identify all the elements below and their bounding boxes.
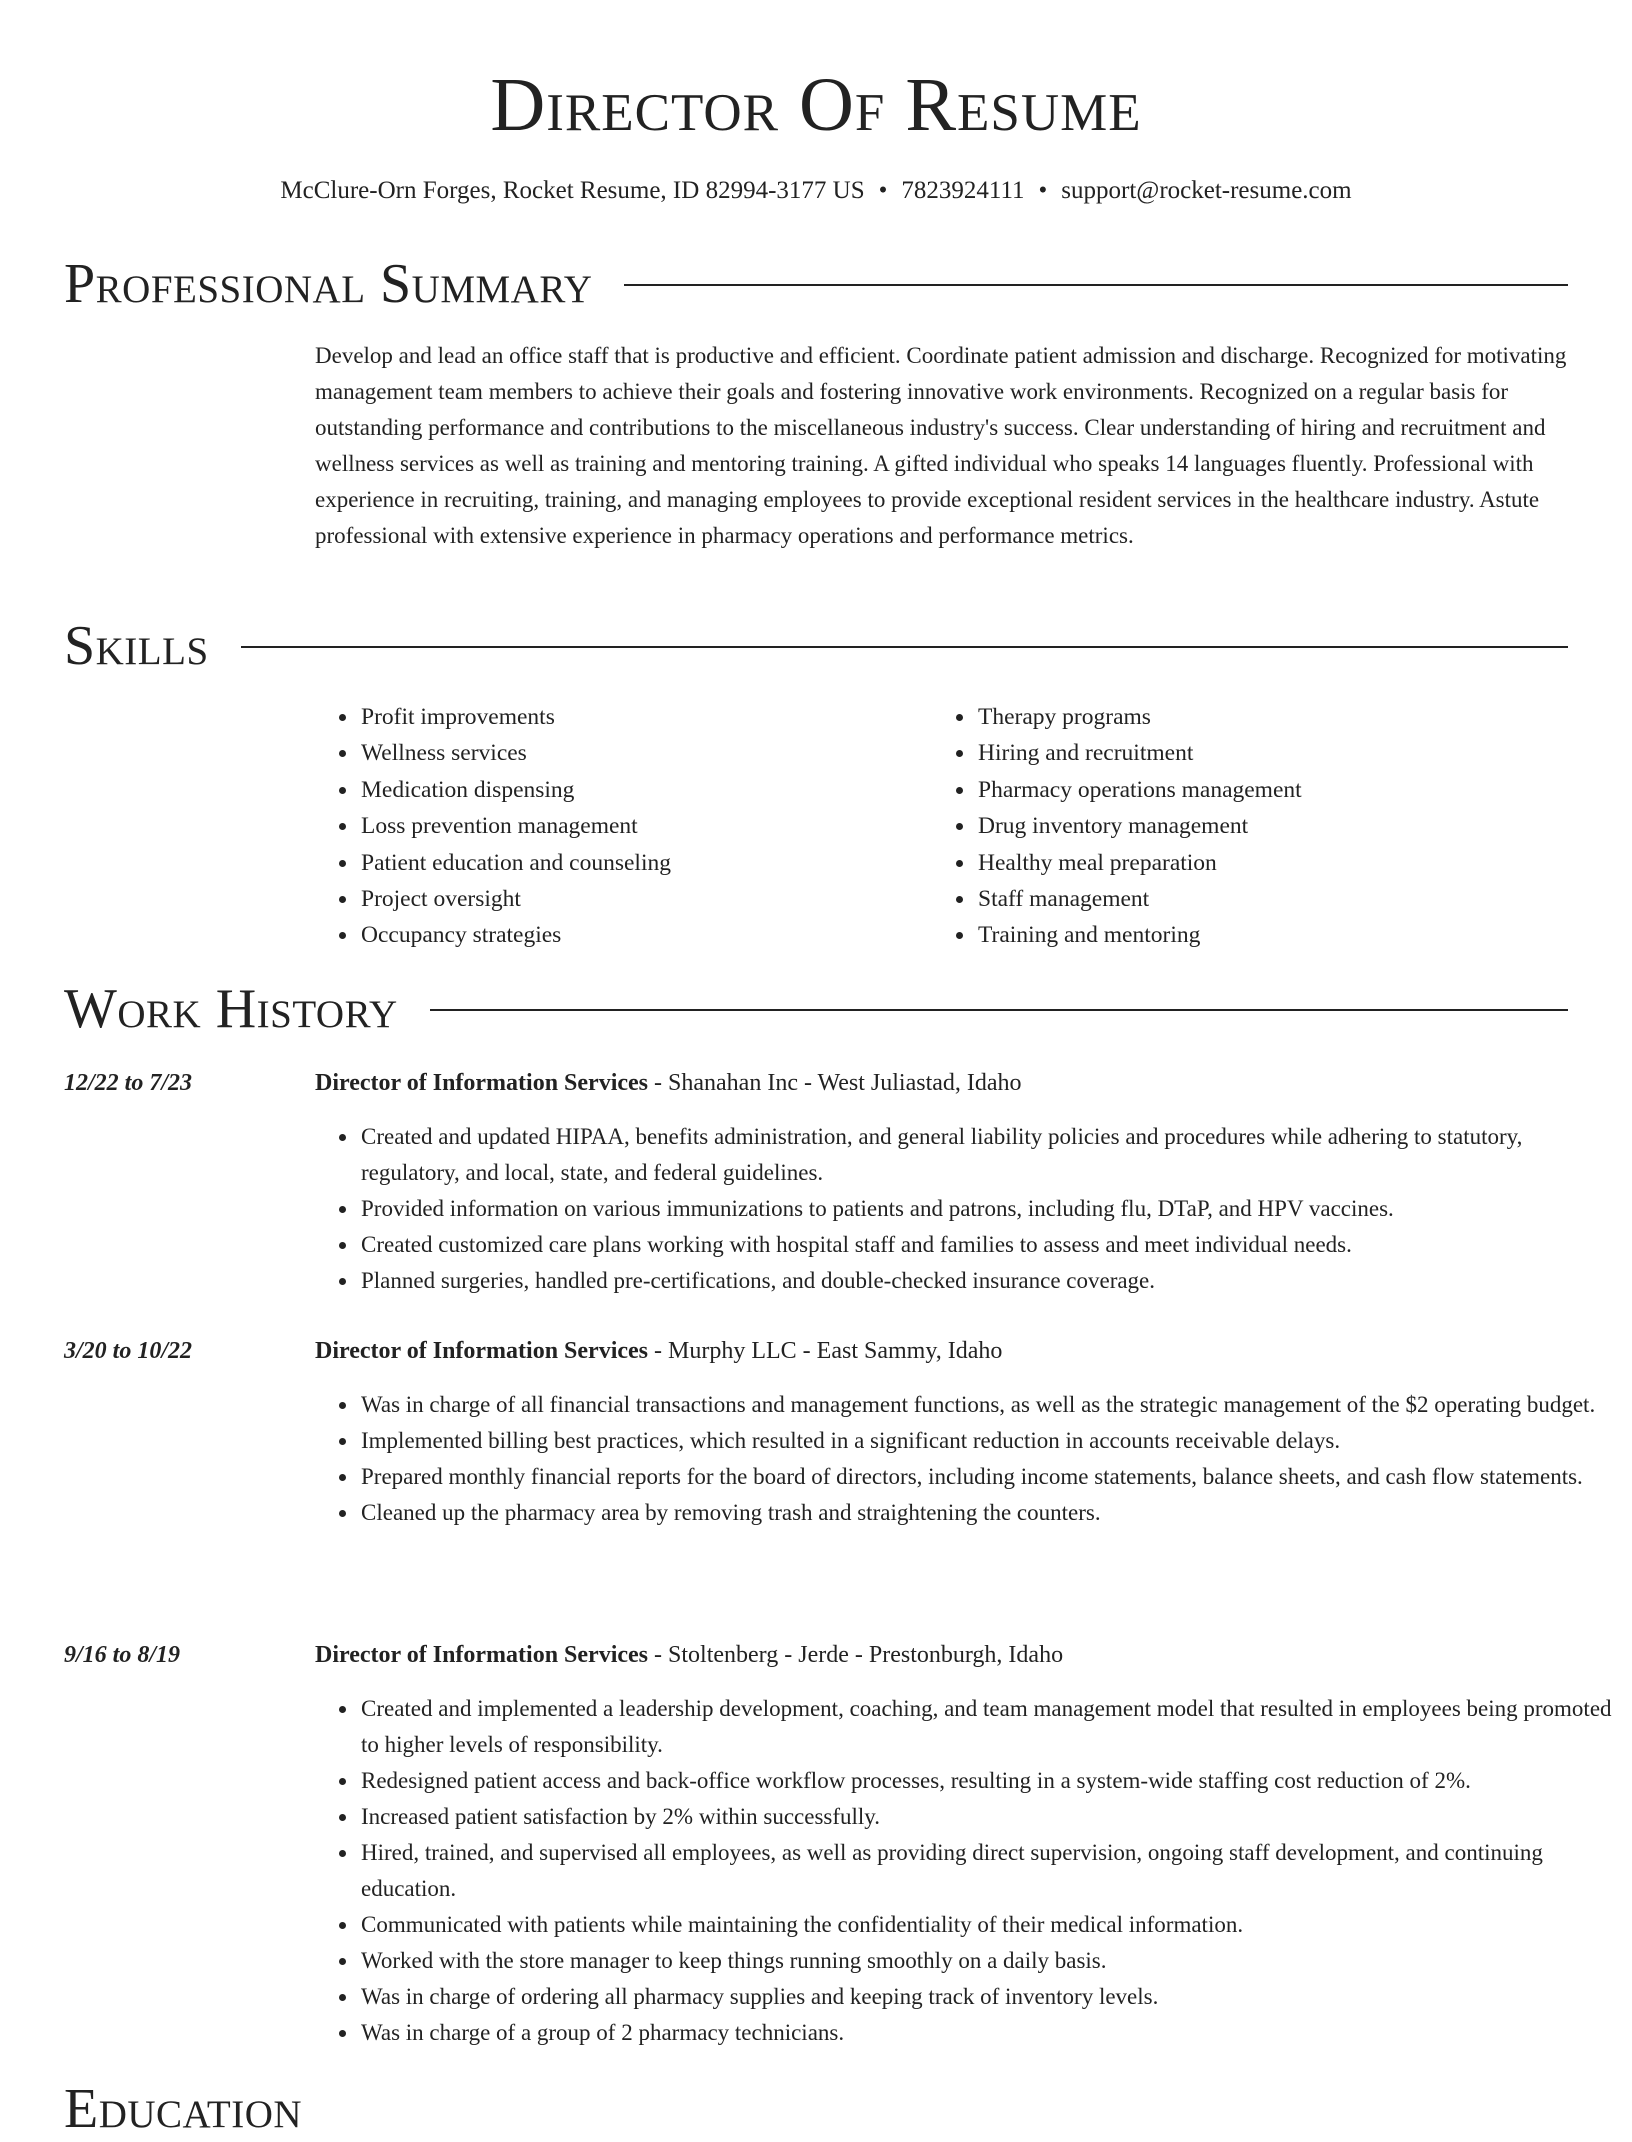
section-divider bbox=[430, 1009, 1568, 1011]
skill-item: • Healthy meal preparation bbox=[976, 845, 1606, 881]
skill-item: • Patient education and counseling bbox=[359, 845, 929, 881]
job-title: Director of Information Services bbox=[315, 1070, 649, 1096]
skill-item: • Training and mentoring bbox=[976, 917, 1606, 953]
job-dates: 12/22 to 7/23 bbox=[64, 1070, 193, 1096]
job-company: - Shanahan Inc - West Juliastad, Idaho bbox=[648, 1070, 1022, 1096]
job-heading bbox=[315, 1334, 1002, 1368]
section-divider bbox=[241, 646, 1568, 648]
skills-heading: Skills bbox=[64, 615, 209, 677]
work-heading: Work History bbox=[64, 978, 398, 1040]
job-heading bbox=[315, 1066, 1022, 1100]
contact-address: McClure-Orn Forges, Rocket Resume, ID 82994-3177 US bbox=[280, 177, 865, 204]
skill-item: • Pharmacy operations management bbox=[976, 772, 1606, 808]
contact-email: support@rocket-resume.com bbox=[1061, 177, 1352, 204]
job-bullet: • Created and implemented a leadership development, coaching, and team management model that resulted in employees being promoted to higher levels of responsibility. bbox=[359, 1691, 1614, 1763]
job-bullet: • Prepared monthly financial reports for the board of directors, including income statements, balance sheets, and cash flow statements. bbox=[359, 1459, 1614, 1495]
job-bullet: • Increased patient satisfaction by 2% within successfully. bbox=[359, 1799, 1614, 1835]
job-company: - Murphy LLC - East Sammy, Idaho bbox=[648, 1338, 1003, 1364]
summary-section-heading bbox=[64, 251, 1568, 317]
job-bullet-list bbox=[315, 1119, 1614, 1299]
skills-section-heading bbox=[64, 613, 1568, 679]
summary-heading: Professional Summary bbox=[64, 253, 593, 315]
job-bullet: • Implemented billing best practices, which resulted in a significant reduction in accounts receivable delays. bbox=[359, 1423, 1614, 1459]
job-company: - Stoltenberg - Jerde - Prestonburgh, Idaho bbox=[648, 1642, 1064, 1668]
contact-phone: 7823924111 bbox=[901, 177, 1025, 204]
job-bullet: • Created customized care plans working with hospital staff and families to assess and meet individual needs. bbox=[359, 1227, 1614, 1263]
education-section-heading bbox=[64, 2076, 1568, 2142]
skill-item: • Wellness services bbox=[359, 735, 929, 771]
job-bullet-list bbox=[315, 1387, 1614, 1531]
job-bullet: • Hired, trained, and supervised all employees, as well as providing direct supervision, ongoing staff development, and continuing education. bbox=[359, 1835, 1614, 1907]
skill-item: • Loss prevention management bbox=[359, 808, 929, 844]
job-bullet: • Cleaned up the pharmacy area by removing trash and straightening the counters. bbox=[359, 1495, 1614, 1531]
skill-item: • Drug inventory management bbox=[976, 808, 1606, 844]
skill-item: • Project oversight bbox=[359, 881, 929, 917]
section-divider bbox=[624, 284, 1568, 286]
job-bullet: • Worked with the store manager to keep things running smoothly on a daily basis. bbox=[359, 1943, 1614, 1979]
education-heading: Education bbox=[64, 2078, 303, 2140]
job-bullet: • Was in charge of a group of 2 pharmacy technicians. bbox=[359, 2015, 1614, 2051]
skill-item: • Hiring and recruitment bbox=[976, 735, 1606, 771]
skill-item: • Therapy programs bbox=[976, 699, 1606, 735]
job-bullet-list bbox=[315, 1691, 1614, 2051]
job-heading bbox=[315, 1638, 1063, 1672]
job-dates: 3/20 to 10/22 bbox=[64, 1338, 193, 1364]
job-dates: 9/16 to 8/19 bbox=[64, 1642, 181, 1668]
job-bullet: • Communicated with patients while maintaining the confidentiality of their medical information. bbox=[359, 1907, 1614, 1943]
skill-item: • Staff management bbox=[976, 881, 1606, 917]
skill-item: • Medication dispensing bbox=[359, 772, 929, 808]
job-bullet: • Provided information on various immunizations to patients and patrons, including flu, DTaP, and HPV vaccines. bbox=[359, 1191, 1614, 1227]
skills-list-right bbox=[932, 699, 1606, 954]
job-bullet: • Was in charge of all financial transactions and management functions, as well as the strategic management of the $2 operating budget. bbox=[359, 1387, 1614, 1423]
resume-title: Director Of Resume bbox=[490, 63, 1142, 147]
work-section-heading bbox=[64, 976, 1568, 1042]
skill-item: • Occupancy strategies bbox=[359, 917, 929, 953]
job-bullet: • Planned surgeries, handled pre-certifications, and double-checked insurance coverage. bbox=[359, 1263, 1614, 1299]
job-bullet: • Redesigned patient access and back-office workflow processes, resulting in a system-wide staffing cost reduction of 2%. bbox=[359, 1763, 1614, 1799]
contact-line bbox=[0, 174, 1632, 208]
skills-list-left bbox=[315, 699, 929, 954]
summary-text: Develop and lead an office staff that is productive and efficient. Coordinate patient admission and discharge. Recognized for motivating management team members to achieve their goals and fostering innovative work environments. Recognized on a regular basis for outstanding performance and contributions to the miscellaneous industry's success. Clear understanding of hiring and recruitment and wellness services as well as training and mentoring training. A gifted individual who speaks 14 languages fluently. Professional with experience in recruiting, training, and managing employees to provide exceptional resident services in the healthcare industry. Astute professional with extensive experience in pharmacy operations and performance metrics. bbox=[315, 343, 1567, 548]
job-bullet: • Was in charge of ordering all pharmacy supplies and keeping track of inventory levels. bbox=[359, 1979, 1614, 2015]
contact-separator: • bbox=[878, 177, 888, 204]
job-title: Director of Information Services bbox=[315, 1338, 649, 1364]
skill-item: • Profit improvements bbox=[359, 699, 929, 735]
job-title: Director of Information Services bbox=[315, 1642, 649, 1668]
job-bullet: • Created and updated HIPAA, benefits administration, and general liability policies and procedures while adhering to statutory, regulatory, and local, state, and federal guidelines. bbox=[359, 1119, 1614, 1191]
contact-separator: • bbox=[1038, 177, 1048, 204]
